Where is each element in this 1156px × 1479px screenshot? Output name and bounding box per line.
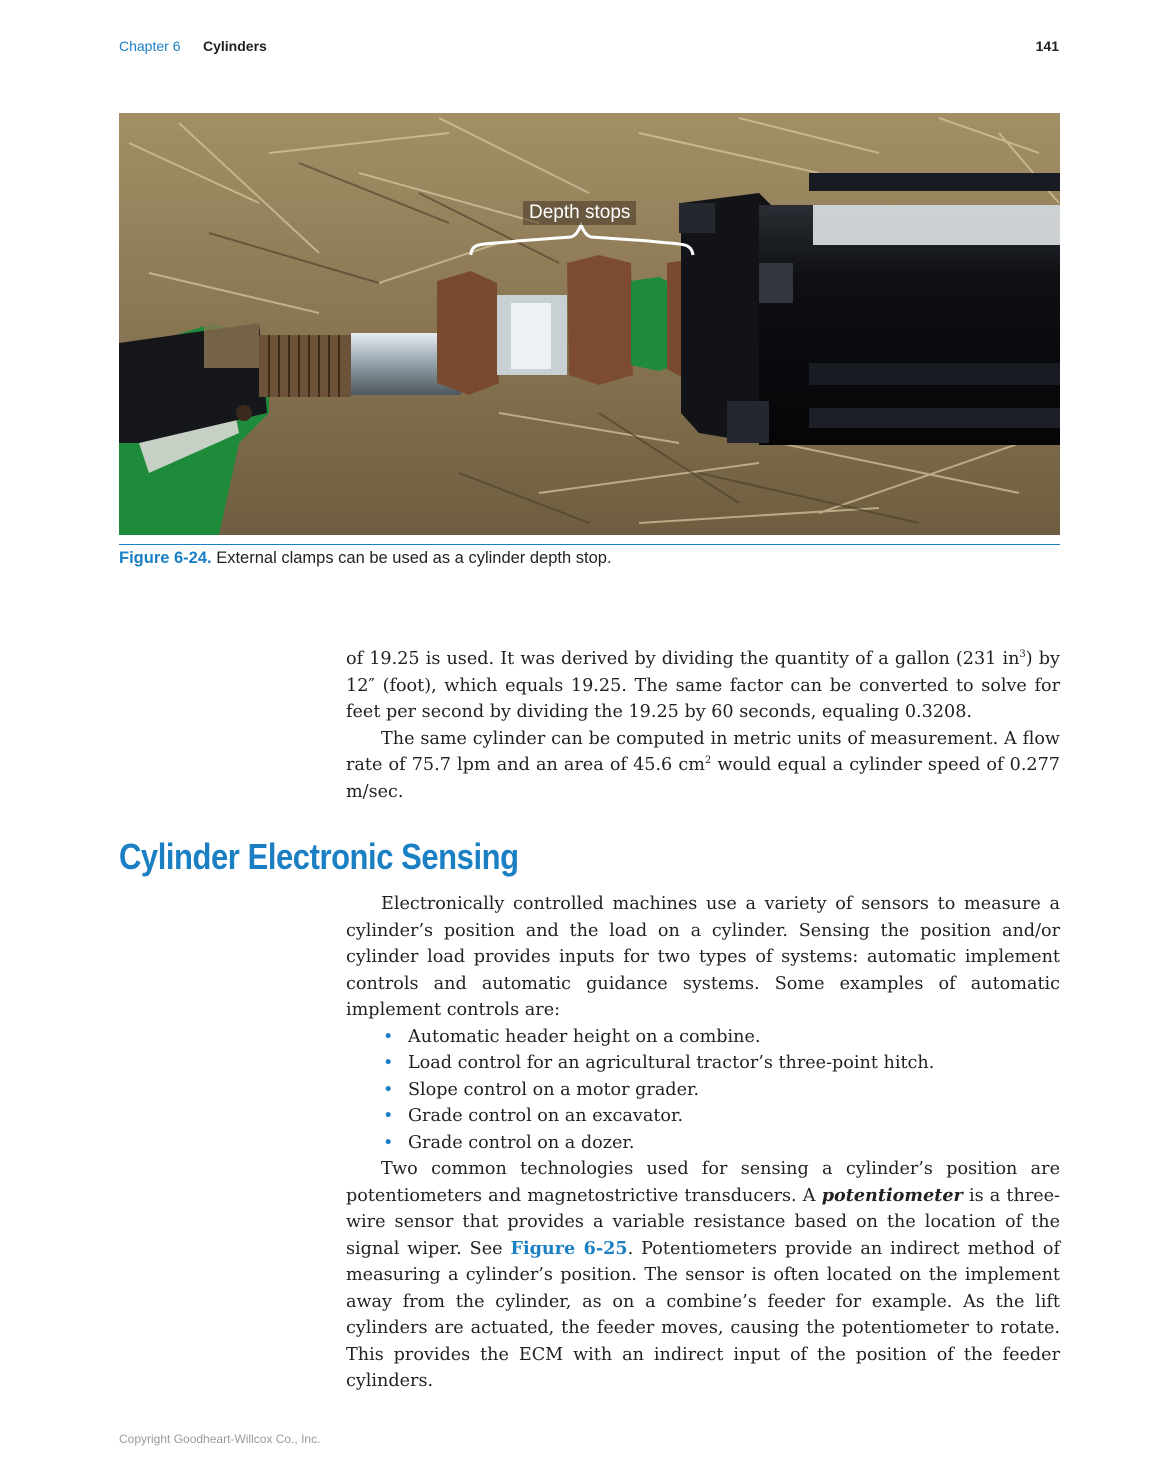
section-p2-text: Two common technologies used for sensing a cylinder’s position are potentiometers and magnetostrictive transducers. A (346, 1159, 1060, 1206)
figure-rule (119, 544, 1060, 545)
figure-caption (119, 549, 1060, 568)
intro-p1-text-cont: ) by 12″ (foot), which equals 19.25. The same factor can be converted to solve for feet per second by dividing the 19.25 by 60 seconds, equaling 0.3208. (346, 649, 1060, 722)
section-text-block (346, 891, 1060, 1395)
figure-caption-text: External clamps can be used as a cylinder depth stop. (216, 549, 612, 567)
section-p2-text-cont: is a three-wire sensor that provides a variable resistance based on the location of the signal wiper. See (346, 1185, 1060, 1259)
intro-text-block (346, 646, 1060, 805)
intro-p2-text-cont: would equal a cylinder speed of 0.277 m/sec. (346, 755, 1060, 802)
superscript-3: 3 (1019, 649, 1026, 660)
section-paragraph-1: Electronically controlled machines use a variety of sensors to measure a cylinder’s position and the load on a cylinder. Sensing the position and/or cylinder load provides inputs for two types of systems: automatic implement controls and automatic guidance systems. Some examples of automatic implement controls are: (346, 894, 1060, 1020)
list-item: • Grade control on an excavator. (346, 1103, 1060, 1130)
figure-reference-link[interactable]: Figure 6-25 (510, 1237, 628, 1259)
intro-paragraph-1 (346, 646, 1060, 726)
figure-number: Figure 6-24. (119, 549, 212, 567)
key-term-potentiometer: potentiometer (821, 1184, 963, 1206)
intro-p2-text: The same cylinder can be computed in metric units of measurement. A flow rate of 75.7 lpm and an area of 45.6 cm (346, 728, 1060, 775)
list-item: • Automatic header height on a combine. (346, 1024, 1060, 1051)
cylinder-photo-illustration (119, 113, 1060, 535)
section-p2-text-end: . Potentiometers provide an indirect method of measuring a cylinder’s position. The sensor is often located on the implement away from the cylinder, as on a combine’s feeder for example. As the lift cylinders are actuated, the feeder moves, causing the potentiometer to rotate. This provides the ECM with an indirect input of the position of the feeder cylinders. (346, 1238, 1061, 1391)
running-header-chapter: Chapter 6 (119, 38, 181, 54)
section-paragraph-2 (346, 1156, 1060, 1395)
running-header-title: Cylinders (203, 38, 267, 54)
intro-paragraph-2 (346, 726, 1060, 806)
depth-stops-label: Depth stops (523, 201, 636, 225)
list-item: • Slope control on a motor grader. (346, 1077, 1060, 1104)
intro-p1-text: of 19.25 is used. It was derived by dividing the quantity of a gallon (231 in (346, 649, 1020, 669)
page-number: 141 (1035, 38, 1059, 54)
superscript-2: 2 (704, 755, 712, 766)
list-item: • Load control for an agricultural tractor’s three-point hitch. (346, 1050, 1060, 1077)
figure-photo-cylinder-depth-stops (119, 113, 1060, 535)
copyright-footer: Copyright Goodheart-Willcox Co., Inc. (119, 1432, 321, 1446)
bullet-list (346, 1024, 1060, 1157)
list-item: • Grade control on a dozer. (346, 1130, 1060, 1157)
section-heading: Cylinder Electronic Sensing (119, 836, 519, 877)
